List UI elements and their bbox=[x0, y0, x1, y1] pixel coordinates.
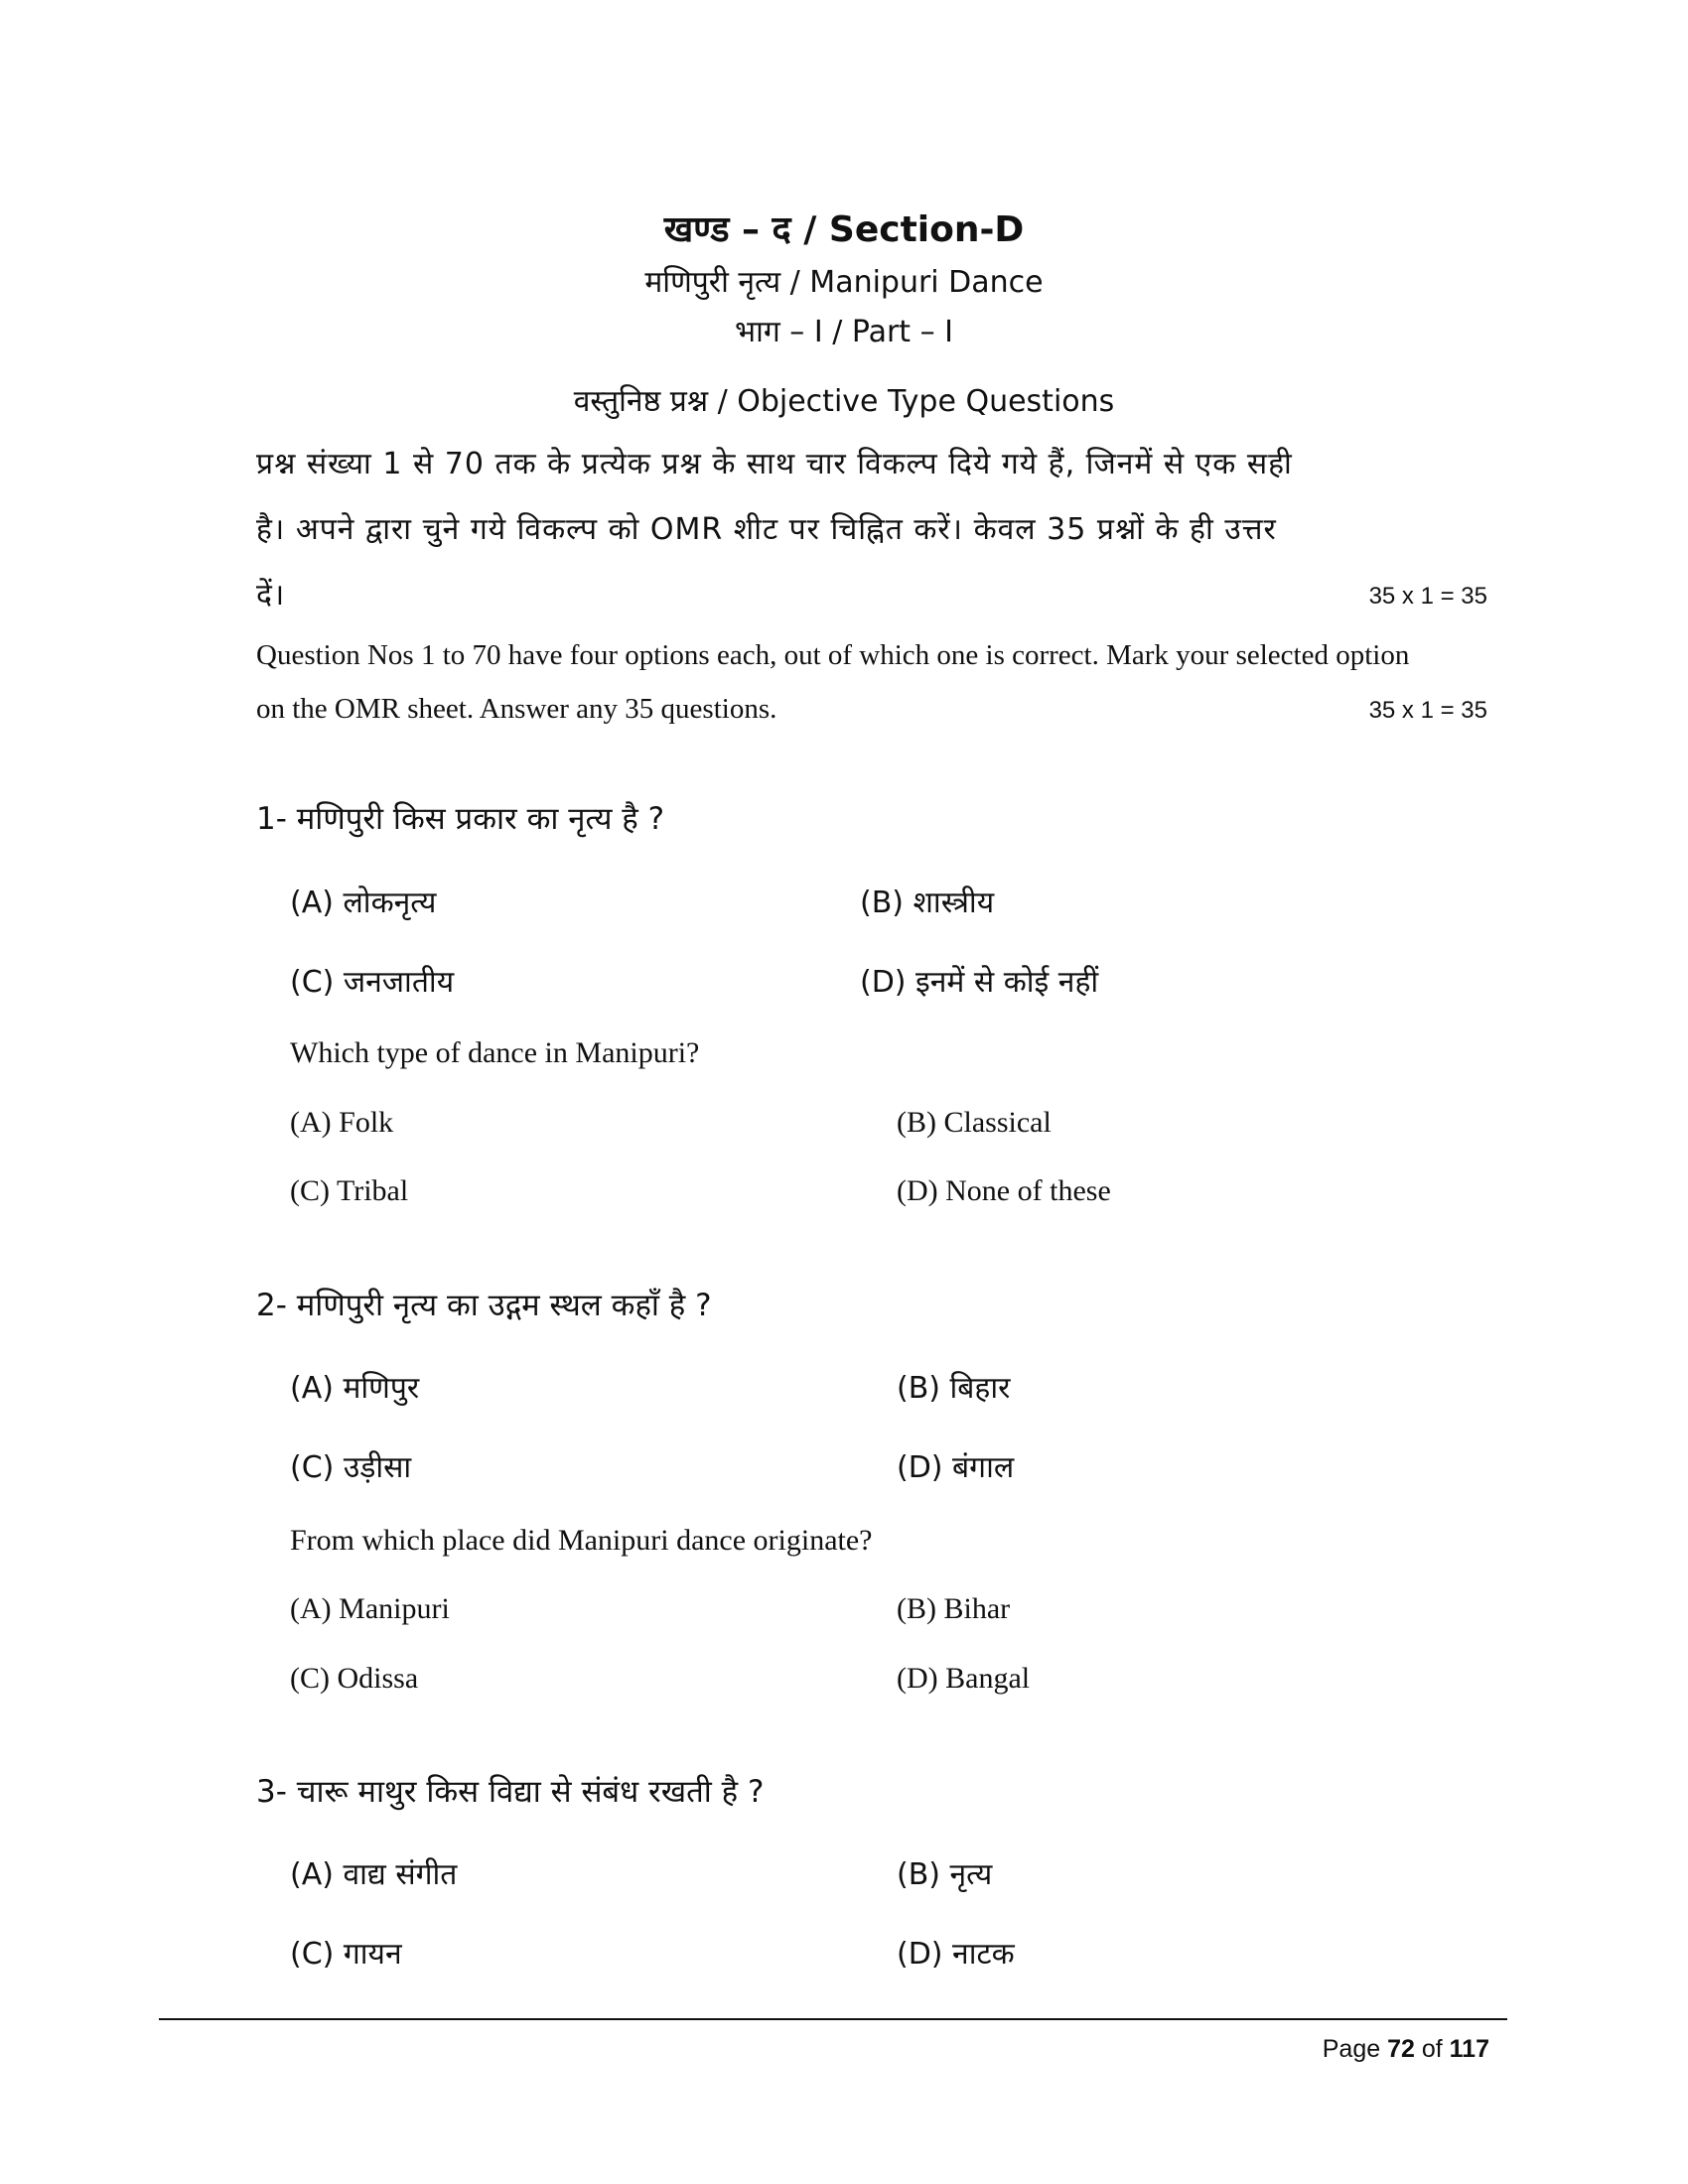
q1-en-option-c: (C) Tribal bbox=[290, 1174, 409, 1207]
q2-hi-option-a: (A) मणिपुर bbox=[290, 1371, 420, 1406]
question-3-hindi: 3- चारू माथुर किस विद्या से संबंध रखती है ? bbox=[256, 1774, 765, 1810]
instruction-english-line-2: on the OMR sheet. Answer any 35 questions. bbox=[256, 693, 777, 725]
marks-english: 35 x 1 = 35 bbox=[1368, 697, 1487, 724]
question-2-hindi: 2- मणिपुरी नृत्य का उद्गम स्थल कहाँ है ? bbox=[256, 1288, 712, 1323]
instruction-hindi-line-3: दें। bbox=[256, 578, 286, 613]
page-of: of bbox=[1414, 2035, 1450, 2063]
part-title: भाग – I / Part – I bbox=[735, 315, 953, 349]
q1-hi-option-d: (D) इनमें से कोई नहीं bbox=[860, 965, 1099, 1000]
section-title: खण्ड – द / Section-D bbox=[663, 209, 1025, 250]
q1-en-option-d: (D) None of these bbox=[897, 1174, 1111, 1207]
question-1-english: Which type of dance in Manipuri? bbox=[290, 1036, 700, 1069]
q3-hi-option-b: (B) नृत्य bbox=[897, 1857, 993, 1892]
q2-hi-option-d: (D) बंगाल bbox=[897, 1450, 1015, 1485]
footer-divider bbox=[159, 2018, 1507, 2020]
page-current: 72 bbox=[1387, 2035, 1415, 2063]
q2-en-option-d: (D) Bangal bbox=[897, 1662, 1031, 1695]
instruction-hindi-line-2: है। अपने द्वारा चुने गये विकल्प को OMR शीट पर चिह्नित करें। केवल 35 प्रश्नों के ही उत्तर bbox=[256, 512, 1277, 547]
q1-hi-option-a: (A) लोकनृत्य bbox=[290, 886, 437, 920]
q2-en-option-c: (C) Odissa bbox=[290, 1662, 419, 1695]
question-type-title: वस्तुनिष्ठ प्रश्न / Objective Type Questions bbox=[573, 384, 1115, 419]
q2-en-option-b: (B) Bihar bbox=[897, 1592, 1011, 1625]
instruction-hindi-line-1: प्रश्न संख्या 1 से 70 तक के प्रत्येक प्रश्न के साथ चार विकल्प दिये गये हैं, जिनमें से एक सही bbox=[256, 447, 1293, 481]
q3-hi-option-a: (A) वाद्य संगीत bbox=[290, 1857, 458, 1892]
q3-hi-option-c: (C) गायन bbox=[290, 1937, 402, 1972]
marks-hindi: 35 x 1 = 35 bbox=[1368, 583, 1487, 610]
q3-hi-option-d: (D) नाटक bbox=[897, 1937, 1015, 1972]
q1-hi-option-c: (C) जनजातीय bbox=[290, 965, 455, 1000]
question-1-hindi: 1- मणिपुरी किस प्रकार का नृत्य है ? bbox=[256, 801, 665, 837]
q1-en-option-b: (B) Classical bbox=[897, 1106, 1052, 1139]
q2-hi-option-b: (B) बिहार bbox=[897, 1371, 1011, 1406]
q1-hi-option-b: (B) शास्त्रीय bbox=[860, 886, 995, 920]
page-prefix: Page bbox=[1322, 2035, 1388, 2063]
instruction-english-line-1: Question Nos 1 to 70 have four options each, out of which one is correct. Mark your selected option bbox=[256, 639, 1410, 671]
q1-en-option-a: (A) Folk bbox=[290, 1106, 394, 1139]
page-number bbox=[1323, 2035, 1489, 2064]
page-total: 117 bbox=[1449, 2035, 1489, 2063]
q2-hi-option-c: (C) उड़ीसा bbox=[290, 1450, 412, 1485]
subject-title: मणिपुरी नृत्य / Manipuri Dance bbox=[644, 265, 1044, 300]
question-2-english: From which place did Manipuri dance originate? bbox=[290, 1524, 873, 1557]
q2-en-option-a: (A) Manipuri bbox=[290, 1592, 450, 1625]
